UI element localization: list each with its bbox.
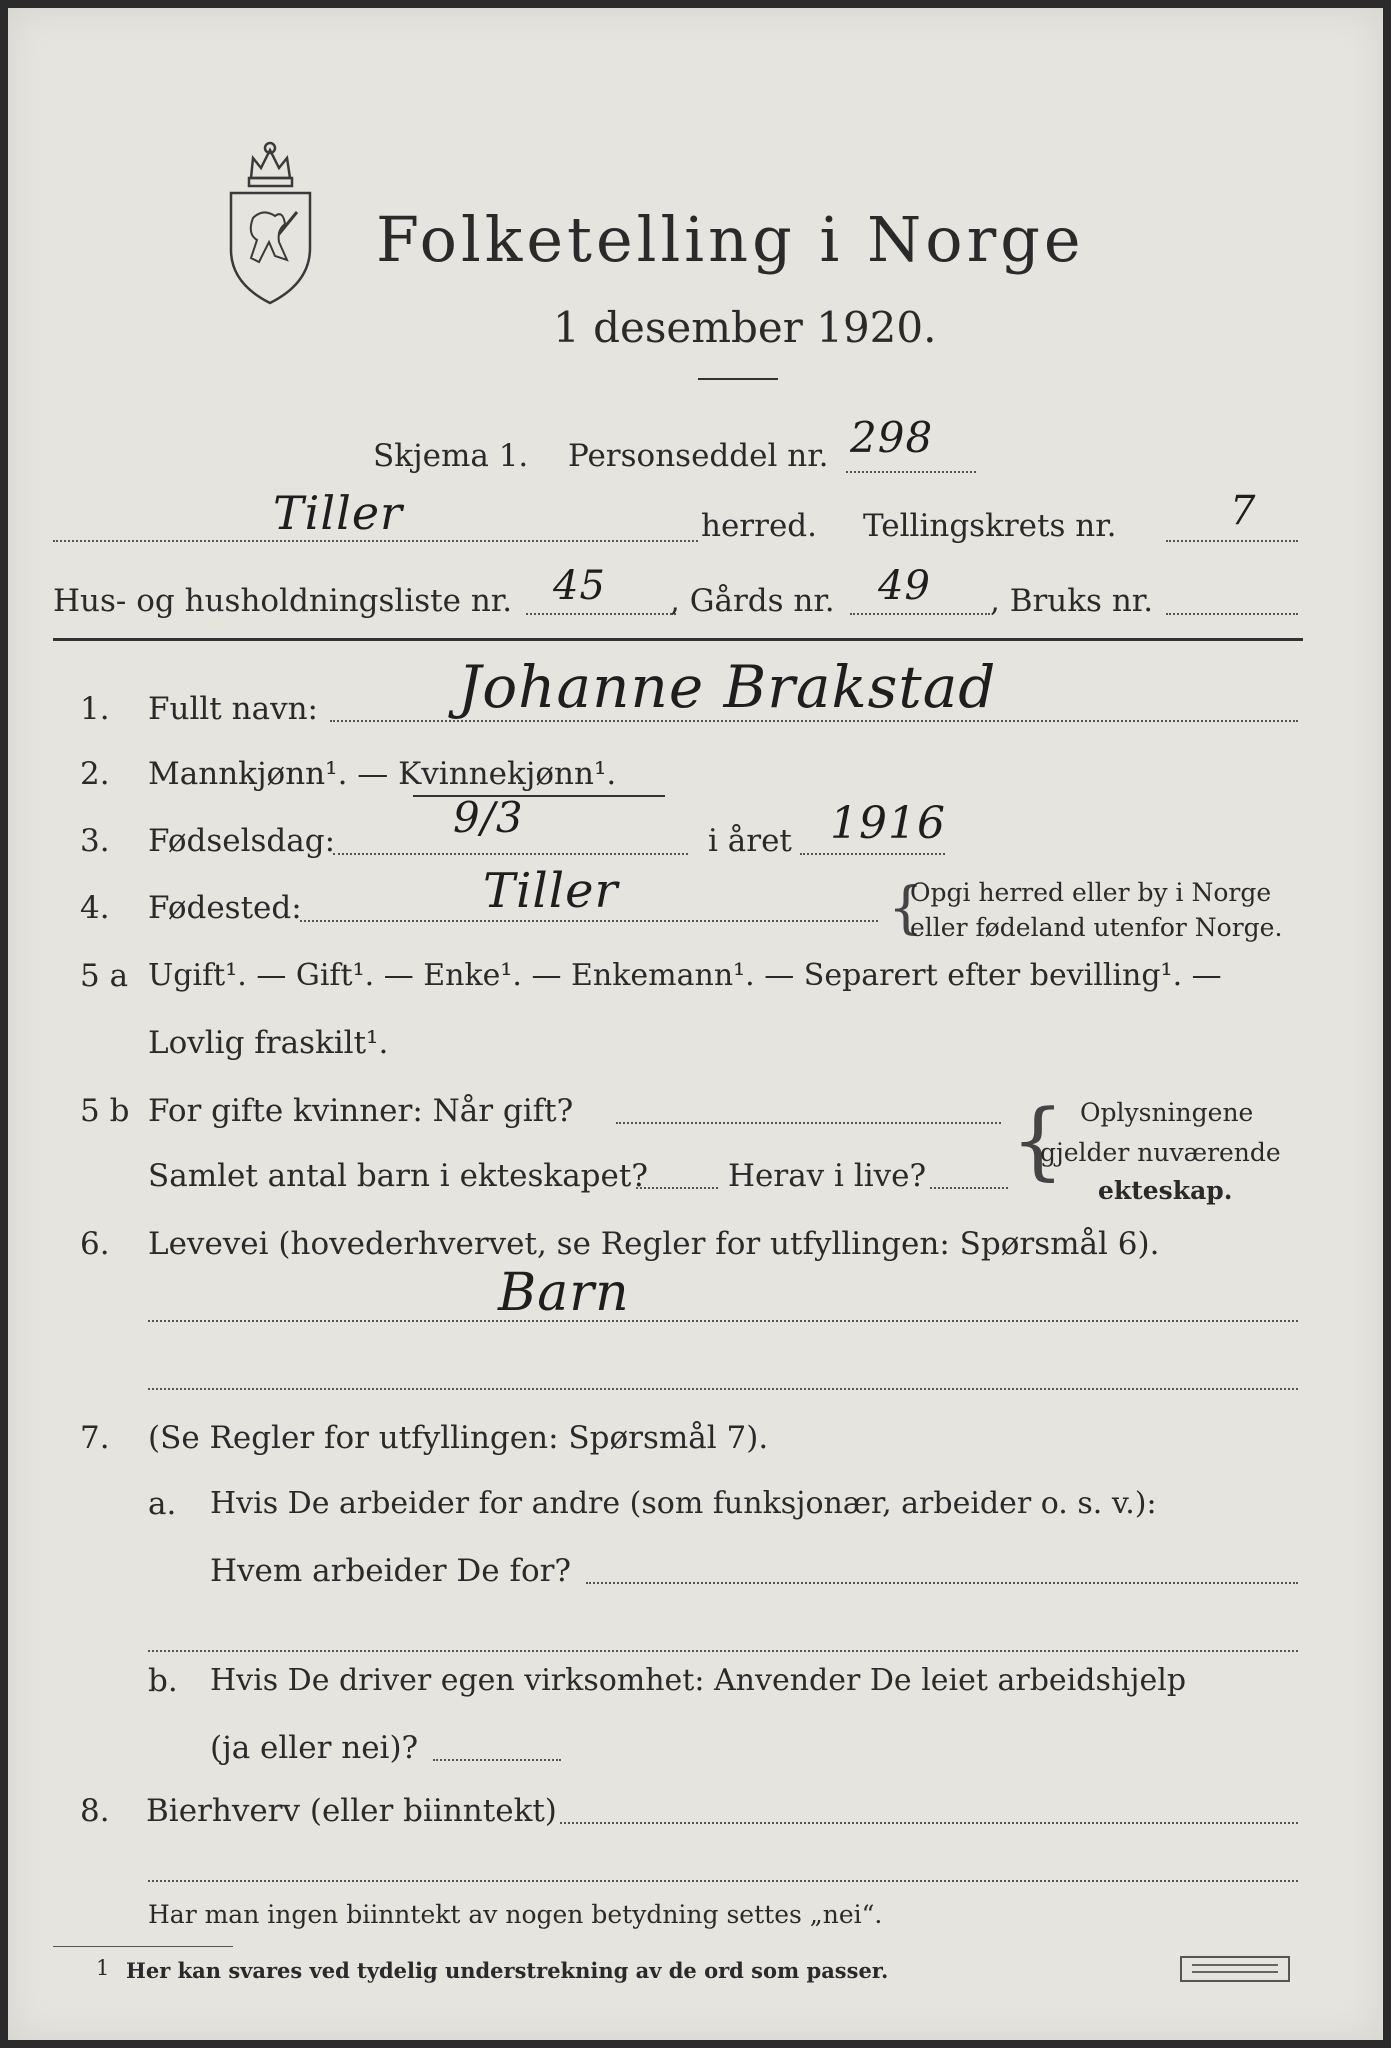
gards-label: , Gårds nr.	[670, 583, 835, 619]
personseddel-value: 298	[850, 413, 934, 462]
printer-stamp-icon	[1180, 1956, 1290, 1982]
q7b-line	[433, 1759, 561, 1761]
q3-number: 3.	[80, 823, 110, 859]
q3-year-line	[800, 853, 945, 855]
q7a-line-2	[148, 1650, 1298, 1652]
q5b-note-3: ekteskap.	[1098, 1176, 1233, 1205]
herred-value: Tiller	[273, 486, 404, 540]
q5b-label-2: Samlet antal barn i ekteskapet?	[148, 1158, 648, 1194]
q6-value: Barn	[498, 1263, 630, 1323]
q7-label: (Se Regler for utfyllingen: Spørsmål 7).	[148, 1420, 769, 1456]
q7a-label: Hvis De arbeider for andre (som funksjonær, arbeider o. s. v.):	[210, 1486, 1157, 1521]
q4-brace: {	[888, 876, 924, 941]
herred-label: herred.	[701, 508, 817, 544]
q8-label: Bierhverv (eller biinntekt)	[146, 1793, 557, 1829]
q4-note-2: eller fødeland utenfor Norge.	[910, 913, 1283, 942]
footnote-text: Her kan svares ved tydelig understrekning av de ord som passer.	[126, 1958, 889, 1983]
q4-number: 4.	[80, 890, 110, 926]
q6-label: Levevei (hovederhvervet, se Regler for utfyllingen: Spørsmål 6).	[148, 1226, 1160, 1262]
gards-line	[850, 613, 990, 615]
section-divider	[53, 638, 1303, 641]
herred-line	[53, 540, 698, 542]
q1-label: Fullt navn:	[148, 691, 318, 727]
tellingskrets-line	[1166, 540, 1298, 542]
q5b-note-1: Oplysningene	[1080, 1098, 1254, 1127]
q2-number: 2.	[80, 756, 110, 792]
q4-note-1: Opgi herred eller by i Norge	[910, 878, 1272, 907]
q5b-herav-label: Herav i live?	[728, 1158, 927, 1194]
personseddel-line	[846, 471, 976, 473]
q3-year-value: 1916	[830, 798, 946, 849]
footnote-divider	[53, 1946, 233, 1947]
q2-label: Mannkjønn¹. — Kvinnekjønn¹.	[148, 756, 617, 792]
q3-line	[333, 853, 688, 855]
q5b-note-2: gjelder nuværende	[1040, 1138, 1281, 1167]
q4-value: Tiller	[483, 863, 619, 919]
q7a-line	[586, 1582, 1298, 1584]
q3-label: Fødselsdag:	[148, 823, 336, 859]
q8-number: 8.	[80, 1793, 110, 1829]
q7b-label: Hvis De driver egen virksomhet: Anvender De leiet arbeidshjelp	[210, 1663, 1187, 1698]
q7-number: 7.	[80, 1420, 110, 1456]
q1-value: Johanne Brakstad	[458, 653, 997, 721]
census-date: 1 desember 1920.	[553, 303, 937, 352]
q5a-label: Ugift¹. — Gift¹. — Enke¹. — Enkemann¹. — Separert efter bevilling¹. —	[148, 958, 1222, 993]
q5a-label-2: Lovlig fraskilt¹.	[148, 1025, 389, 1061]
q5b-line	[616, 1122, 1001, 1124]
q8-line	[560, 1822, 1298, 1824]
tellingskrets-label: Tellingskrets nr.	[863, 508, 1117, 544]
hus-value: 45	[553, 563, 606, 609]
q5a-number: 5 a	[80, 958, 129, 994]
q4-line	[300, 920, 878, 922]
q5b-herav-line	[930, 1187, 1008, 1189]
footnote-mark: 1	[96, 1956, 110, 1980]
schema-label: Skjema 1.	[373, 438, 529, 474]
q5b-label: For gifte kvinner: Når gift?	[148, 1093, 574, 1129]
q1-number: 1.	[80, 691, 110, 727]
q8-line-2	[148, 1880, 1298, 1882]
q5b-brace: {	[1011, 1091, 1065, 1189]
q3-value: 9/3	[453, 793, 524, 842]
form-title: Folketelling i Norge	[376, 203, 1085, 276]
q6-line-2	[148, 1388, 1298, 1390]
q6-number: 6.	[80, 1226, 110, 1262]
personseddel-label: Personseddel nr.	[568, 438, 829, 474]
bruks-label: , Bruks nr.	[990, 583, 1154, 619]
q6-line-1	[148, 1320, 1298, 1322]
q5b-number: 5 b	[80, 1093, 130, 1129]
q7b-number: b.	[148, 1663, 178, 1699]
q8-note: Har man ingen biinntekt av nogen betydning settes „nei“.	[148, 1900, 883, 1929]
tellingskrets-value: 7	[1230, 488, 1257, 534]
hus-line	[526, 613, 676, 615]
hus-label: Hus- og husholdningsliste nr.	[53, 583, 513, 619]
q4-label: Fødested:	[148, 890, 302, 926]
gards-value: 49	[878, 563, 931, 609]
q3-year-label: i året	[708, 823, 792, 859]
census-form-page	[8, 8, 1383, 2040]
title-divider	[698, 378, 778, 380]
q2-underline	[413, 795, 665, 797]
q5b-antal-line	[636, 1187, 718, 1189]
q7b-label-2: (ja eller nei)?	[210, 1730, 419, 1766]
q7a-number: a.	[148, 1486, 177, 1522]
bruks-line	[1166, 613, 1298, 615]
coat-of-arms-icon	[213, 138, 328, 308]
q7a-label-2: Hvem arbeider De for?	[210, 1553, 572, 1589]
